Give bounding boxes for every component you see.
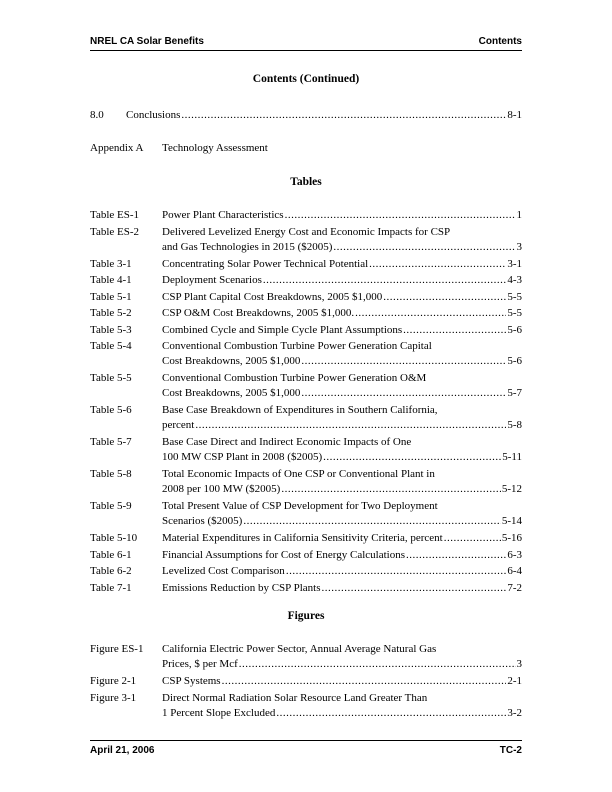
section-title: Conclusions <box>126 109 181 121</box>
figure-title: Prices, $ per Mcf <box>162 658 238 670</box>
table-label: Table 6-1 <box>90 548 132 561</box>
page-number: 8-1 <box>507 109 522 121</box>
table-entry[interactable] <box>90 208 522 223</box>
figure-entry[interactable] <box>90 674 522 689</box>
page-number: 5-7 <box>507 387 522 399</box>
toc-entry-conclusions[interactable] <box>90 108 522 123</box>
leader-dots <box>406 548 506 563</box>
page-number: 5-5 <box>507 307 522 319</box>
table-entry[interactable] <box>90 499 522 529</box>
leader-dots <box>181 108 506 123</box>
table-entry[interactable] <box>90 581 522 596</box>
table-label: Table ES-1 <box>90 209 140 221</box>
page-number: 6-4 <box>507 565 522 577</box>
figure-title: 1 Percent Slope Excluded <box>162 706 276 719</box>
table-title: Concentrating Solar Power Technical Potential <box>162 257 369 270</box>
leader-dots <box>355 306 506 321</box>
table-title: 2008 per 100 MW ($2005) <box>162 483 281 495</box>
table-title: Emissions Reduction by CSP Plants <box>162 581 321 594</box>
footer-page-number: TC-2 <box>499 745 522 756</box>
page-number: 4-3 <box>507 274 522 286</box>
figure-entry[interactable] <box>90 642 522 672</box>
table-entry[interactable] <box>90 323 522 338</box>
table-label: Table 5-2 <box>90 307 132 319</box>
table-title: Financial Assumptions for Cost of Energy Calculations <box>162 548 405 561</box>
page-number: 3 <box>516 658 522 670</box>
appendix-label: Appendix A <box>90 142 144 154</box>
figure-label: Figure 2-1 <box>90 675 137 687</box>
table-title-line: Base Case Direct and Indirect Economic Impacts of One <box>162 436 412 448</box>
leader-dots <box>333 240 515 255</box>
table-entry[interactable] <box>90 225 522 255</box>
leader-dots <box>263 273 506 288</box>
table-title-line: Conventional Combustion Turbine Power Generation Capital <box>162 340 432 352</box>
tables-title: Tables <box>290 176 322 188</box>
page-number: 5-6 <box>507 323 522 336</box>
figure-label: Figure 3-1 <box>90 691 137 704</box>
page-number: 5-16 <box>501 532 522 544</box>
figure-entry[interactable] <box>90 691 522 721</box>
leader-dots <box>222 674 507 689</box>
leader-dots <box>383 290 506 305</box>
table-title: Combined Cycle and Simple Cycle Plant Assumptions <box>162 323 403 336</box>
page-header <box>90 36 522 51</box>
table-entry[interactable] <box>90 371 522 401</box>
page-number: 5-6 <box>507 355 522 367</box>
table-entry[interactable] <box>90 273 522 288</box>
page-number: 3-1 <box>507 257 522 270</box>
footer-date: April 21, 2006 <box>90 745 155 756</box>
toc-entry-appendix[interactable] <box>90 141 522 156</box>
page-number: 5-14 <box>501 515 522 527</box>
page-number: 1 <box>516 209 522 221</box>
header-right: Contents <box>478 36 522 47</box>
table-label: Table 7-1 <box>90 581 132 594</box>
table-title-line: Total Economic Impacts of One CSP or Conventional Plant in <box>162 468 435 480</box>
table-title: 100 MW CSP Plant in 2008 ($2005) <box>162 451 323 463</box>
table-title: CSP Plant Capital Cost Breakdowns, 2005 $1,000 <box>162 290 383 303</box>
table-title: Scenarios ($2005) <box>162 515 243 527</box>
table-entry[interactable] <box>90 339 522 369</box>
header-left: NREL CA Solar Benefits <box>90 36 204 47</box>
table-entry[interactable] <box>90 257 522 272</box>
leader-dots <box>369 257 506 272</box>
figure-title-line: Direct Normal Radiation Solar Resource Land Greater Than <box>162 691 428 704</box>
page-number: 3 <box>516 240 522 253</box>
leader-dots <box>285 208 516 223</box>
page-number: 5-11 <box>502 451 522 463</box>
page-number: 5-8 <box>507 419 522 431</box>
leader-dots <box>301 354 506 369</box>
table-entry[interactable] <box>90 548 522 563</box>
leader-dots <box>281 482 500 497</box>
table-label: Table 3-1 <box>90 257 132 270</box>
table-title-line: Delivered Levelized Energy Cost and Economic Impacts for CSP <box>162 225 451 238</box>
table-title: Material Expenditures in California Sensitivity Criteria, percent <box>162 532 443 544</box>
table-title: Deployment Scenarios <box>162 274 262 286</box>
table-entry[interactable] <box>90 564 522 579</box>
page-footer <box>90 740 522 758</box>
table-entry[interactable] <box>90 531 522 546</box>
table-title-line: Total Present Value of CSP Development for Two Deployment <box>162 500 438 512</box>
table-entry[interactable] <box>90 403 522 433</box>
page-number: 5-12 <box>501 483 522 495</box>
table-label: Table 5-4 <box>90 340 132 352</box>
table-label: Table 5-9 <box>90 500 132 512</box>
contents-title: Contents (Continued) <box>252 73 360 85</box>
page-number: 7-2 <box>507 581 522 594</box>
figure-label: Figure ES-1 <box>90 643 144 655</box>
table-label: Table 6-2 <box>90 565 132 577</box>
section-number: 8.0 <box>90 109 104 121</box>
page-number: 2-1 <box>507 675 522 687</box>
leader-dots <box>403 323 506 338</box>
table-label: Table 5-8 <box>90 468 132 480</box>
leader-dots <box>301 386 506 401</box>
table-label: Table 5-3 <box>90 323 132 336</box>
table-title-line: Conventional Combustion Turbine Power Generation O&M <box>162 372 427 384</box>
table-title: percent <box>162 419 195 431</box>
table-label: Table 5-10 <box>90 532 138 544</box>
table-title: Power Plant Characteristics <box>162 209 284 221</box>
page-number: 3-2 <box>507 706 522 719</box>
figure-title: CSP Systems <box>162 675 221 687</box>
page-number: 6-3 <box>507 548 522 561</box>
leader-dots <box>239 657 516 672</box>
table-label: Table 4-1 <box>90 274 132 286</box>
table-title: Cost Breakdowns, 2005 $1,000 <box>162 387 301 399</box>
leader-dots <box>286 564 507 579</box>
table-title: and Gas Technologies in 2015 ($2005) <box>162 240 333 253</box>
table-label: Table 5-5 <box>90 372 132 384</box>
table-label: Table 5-7 <box>90 436 132 448</box>
leader-dots <box>322 581 507 596</box>
leader-dots <box>195 418 506 433</box>
table-entry[interactable] <box>90 467 522 497</box>
page-number: 5-5 <box>507 290 522 303</box>
table-label: Table ES-2 <box>90 225 140 238</box>
appendix-title: Technology Assessment <box>162 142 268 154</box>
table-title: CSP O&M Cost Breakdowns, 2005 $1,000. <box>162 307 355 319</box>
leader-dots <box>444 531 501 546</box>
figure-title-line: California Electric Power Sector, Annual Average Natural Gas <box>162 643 437 655</box>
leader-dots <box>323 450 501 465</box>
table-label: Table 5-6 <box>90 404 132 416</box>
table-title-line: Base Case Breakdown of Expenditures in Southern California, <box>162 404 438 416</box>
table-entry[interactable] <box>90 306 522 321</box>
table-label: Table 5-1 <box>90 290 132 303</box>
table-title: Cost Breakdowns, 2005 $1,000 <box>162 355 301 367</box>
leader-dots <box>243 514 500 529</box>
table-title: Levelized Cost Comparison <box>162 565 285 577</box>
table-entry[interactable] <box>90 290 522 305</box>
table-entry[interactable] <box>90 435 522 465</box>
figures-title: Figures <box>287 610 325 622</box>
leader-dots <box>276 706 506 721</box>
